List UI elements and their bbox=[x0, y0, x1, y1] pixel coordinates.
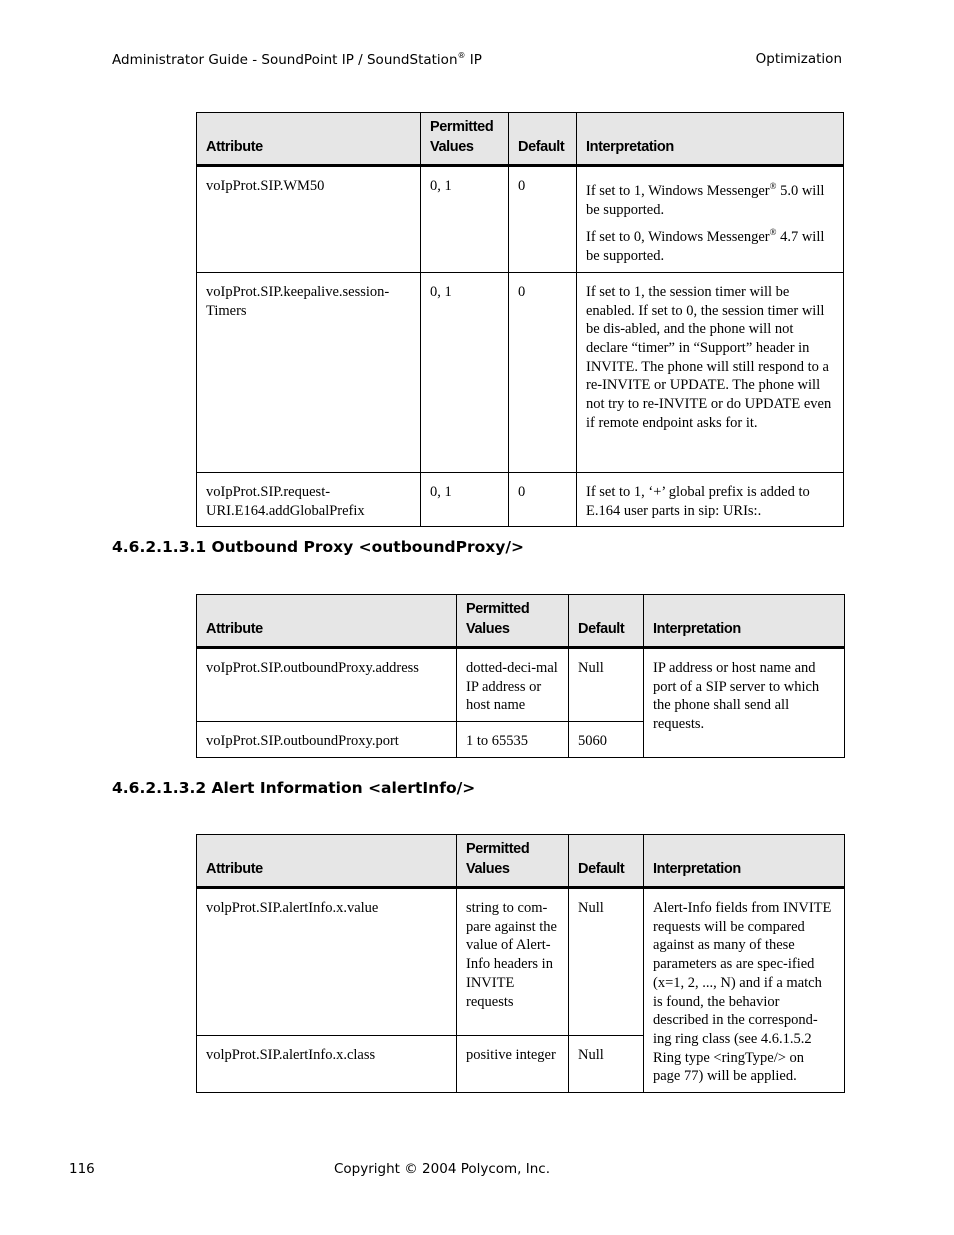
default-cell: Null bbox=[569, 1035, 644, 1092]
attribute-cell: voIpProt.SIP.outboundProxy.port bbox=[197, 722, 457, 758]
page-number: 116 bbox=[69, 1161, 95, 1177]
values-cell: dotted-deci-mal IP address or host name bbox=[457, 648, 569, 722]
column-header: Permitted Values bbox=[457, 595, 569, 648]
values-cell: 1 to 65535 bbox=[457, 722, 569, 758]
section-heading-outbound-proxy: 4.6.2.1.3.1 Outbound Proxy <outboundProxy/> bbox=[112, 538, 525, 556]
values-cell: 0, 1 bbox=[421, 272, 509, 472]
column-header: Attribute bbox=[197, 595, 457, 648]
header-text-suffix: IP bbox=[465, 52, 482, 68]
values-cell: string to com-pare against the value of Alert-Info headers in INVITE requests bbox=[457, 888, 569, 1036]
interpretation-cell: If set to 1, the session timer will be enabled. If set to 0, the session timer will be dis-abled, and the phone will not declare “timer” in “Support” header in INVITE. The phone will still respond to a re-INVITE or UPDATE. The phone will not try to re-INVITE or do UPDATE even if remote endpoint asks for it. bbox=[577, 272, 844, 472]
table-row bbox=[197, 272, 844, 472]
column-header: Permitted Values bbox=[421, 113, 509, 166]
attribute-table-wm50-session bbox=[196, 112, 844, 527]
registered-mark: ® bbox=[769, 181, 777, 191]
column-header: Interpretation bbox=[644, 595, 845, 648]
column-header: Default bbox=[509, 113, 577, 166]
default-cell: Null bbox=[569, 648, 644, 722]
column-header: Default bbox=[569, 835, 644, 888]
table-header-row bbox=[197, 113, 844, 166]
table-row bbox=[197, 166, 844, 273]
values-cell: 0, 1 bbox=[421, 166, 509, 273]
header-text: Administrator Guide - SoundPoint IP / SoundStation bbox=[112, 52, 458, 68]
column-header: Interpretation bbox=[577, 113, 844, 166]
attribute-cell: volpProt.SIP.alertInfo.x.value bbox=[197, 888, 457, 1036]
attribute-cell: voIpProt.SIP.WM50 bbox=[197, 166, 421, 273]
interpretation-cell: Alert-Info fields from INVITE requests will be compared against as many of these parameters as are spec-ified (x=1, 2, ..., N) and if a match is found, the behavior described in the correspond-ing ring class (see 4.6.1.5.2 Ring type <ringType/> on page 77) will be applied. bbox=[644, 888, 845, 1093]
table-row bbox=[197, 648, 845, 722]
values-cell: 0, 1 bbox=[421, 472, 509, 526]
table-header-row bbox=[197, 595, 845, 648]
attribute-cell: voIpProt.SIP.outboundProxy.address bbox=[197, 648, 457, 722]
default-cell: 0 bbox=[509, 272, 577, 472]
interp-text: 4.7 will be supported. bbox=[586, 229, 825, 265]
interpretation-cell bbox=[577, 166, 844, 273]
column-header: Attribute bbox=[197, 113, 421, 166]
table-header-row bbox=[197, 835, 845, 888]
column-header: Default bbox=[569, 595, 644, 648]
interpretation-cell: IP address or host name and port of a SIP server to which the phone shall send all requests. bbox=[644, 648, 845, 758]
default-cell: 0 bbox=[509, 472, 577, 526]
attribute-cell: voIpProt.SIP.request-URI.E164.addGlobalPrefix bbox=[197, 472, 421, 526]
attribute-cell: voIpProt.SIP.keepalive.session-Timers bbox=[197, 272, 421, 472]
interpretation-line bbox=[586, 177, 834, 219]
copyright-notice: Copyright © 2004 Polycom, Inc. bbox=[334, 1161, 551, 1177]
attribute-cell: volpProt.SIP.alertInfo.x.class bbox=[197, 1035, 457, 1092]
interpretation-cell: If set to 1, ‘+’ global prefix is added to E.164 user parts in sip: URIs:. bbox=[577, 472, 844, 526]
section-heading-alert-info: 4.6.2.1.3.2 Alert Information <alertInfo/> bbox=[112, 779, 476, 797]
table-row bbox=[197, 888, 845, 1036]
interp-text: If set to 1, Windows Messenger bbox=[586, 183, 770, 199]
interpretation-line bbox=[586, 223, 834, 265]
column-header: Permitted Values bbox=[457, 835, 569, 888]
registered-mark: ® bbox=[769, 227, 777, 238]
interp-text: 5.0 will be supported. bbox=[586, 183, 825, 218]
values-cell: positive integer bbox=[457, 1035, 569, 1092]
column-header: Interpretation bbox=[644, 835, 845, 888]
attribute-table-alert-info bbox=[196, 834, 845, 1093]
column-header: Attribute bbox=[197, 835, 457, 888]
attribute-table-outbound-proxy bbox=[196, 594, 845, 758]
default-cell: 0 bbox=[509, 166, 577, 273]
running-header-title bbox=[112, 51, 482, 68]
default-cell: Null bbox=[569, 888, 644, 1036]
interp-text: If set to 0, Windows Messenger bbox=[586, 229, 770, 246]
table-row bbox=[197, 472, 844, 526]
running-header-section: Optimization bbox=[755, 51, 842, 67]
default-cell: 5060 bbox=[569, 722, 644, 758]
registered-mark: ® bbox=[457, 51, 466, 60]
